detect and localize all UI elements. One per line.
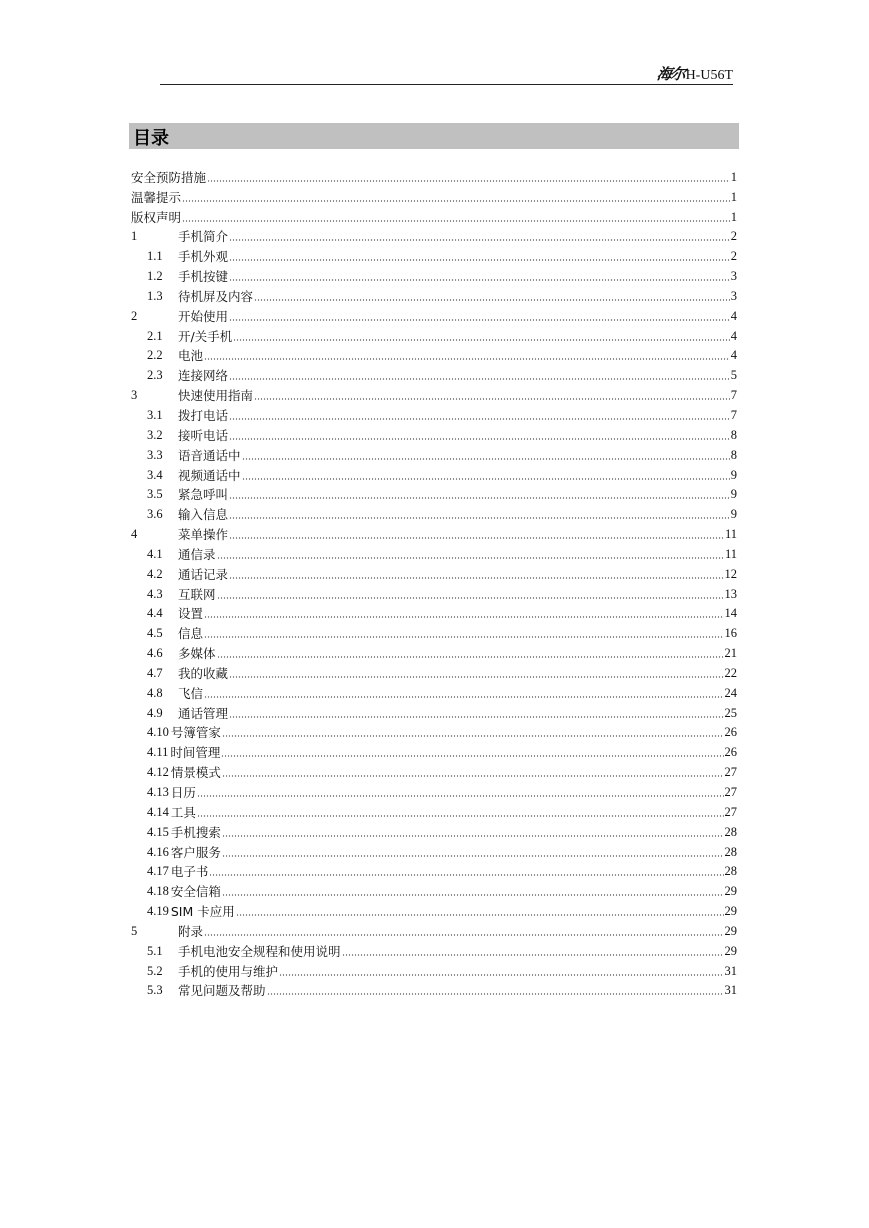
toc-entry[interactable] [131, 860, 737, 880]
toc-entry-number: 4.5 [147, 626, 163, 641]
toc-entry-number: 4.2 [147, 566, 163, 581]
toc-entry[interactable] [131, 641, 737, 661]
toc-dot-leader [229, 418, 730, 420]
toc-entry-number: 4.11 [147, 745, 169, 760]
toc-entry-number: 3.2 [147, 427, 163, 442]
toc-dot-leader [254, 398, 730, 400]
toc-entry-number: 3.5 [147, 487, 163, 502]
toc-entry-number: 2.3 [147, 368, 163, 383]
toc-entry-page: 8 [730, 447, 737, 462]
toc-dot-leader [254, 299, 730, 301]
toc-entry-title: 时间管理 [170, 745, 221, 761]
toc-dot-leader [204, 696, 723, 698]
toc-entry-page: 12 [724, 566, 737, 581]
toc-entry[interactable] [131, 919, 737, 939]
toc-entry[interactable] [131, 502, 737, 522]
toc-dot-leader [182, 200, 730, 202]
toc-entry-title: 接听电话 [178, 427, 229, 443]
toc-entry-page: 3 [730, 288, 737, 303]
toc-entry-number: 2.1 [147, 328, 163, 343]
toc-entry[interactable] [131, 760, 737, 780]
toc-entry-number: 4.15 [147, 824, 169, 839]
toc-entry-number: 3.3 [147, 447, 163, 462]
toc-entry[interactable] [131, 840, 737, 860]
toc-entry-number: 3 [131, 388, 138, 403]
toc-dot-leader [209, 874, 723, 876]
toc-entry[interactable] [131, 185, 737, 205]
toc-entry-page: 29 [724, 943, 737, 958]
toc-dot-leader [229, 279, 730, 281]
header-brand-block [657, 63, 733, 84]
toc-entry-page: 31 [724, 983, 737, 998]
toc-entry-number: 4.8 [147, 685, 163, 700]
toc-entry-number: 4.17 [147, 864, 169, 879]
toc-entry-title: 工具 [170, 804, 196, 820]
toc-entry-number: 3.4 [147, 467, 163, 482]
toc-entry-page: 27 [724, 785, 737, 799]
toc-entry-title: 温馨提示 [131, 189, 182, 205]
toc-entry-number: 4.10 [147, 725, 169, 740]
toc-entry-number: 4.12 [147, 765, 169, 780]
toc-entry-number: 1.3 [147, 288, 163, 303]
toc-dot-leader [204, 636, 723, 638]
toc-entry-title: 手机简介 [178, 229, 229, 245]
toc-dot-leader [222, 835, 724, 837]
toc-entry-title: 通话管理 [178, 705, 229, 721]
toc-entry-page: 11 [724, 527, 737, 542]
toc-dot-leader [229, 438, 730, 440]
toc-entry-title: 客户服务 [170, 844, 221, 860]
toc-entry-title: 开/关手机 [178, 328, 233, 344]
toc-entry[interactable] [131, 879, 737, 899]
toc-dot-leader [229, 259, 730, 261]
toc-dot-leader [229, 537, 724, 539]
toc-dot-leader [222, 855, 724, 857]
toc-entry[interactable] [131, 820, 737, 840]
toc-entry-title: 手机搜索 [170, 824, 221, 840]
toc-title-bar [129, 123, 739, 149]
toc-entry-page: 28 [724, 844, 737, 859]
toc-entry-page: 1 [730, 209, 737, 224]
toc-dot-leader [229, 497, 730, 499]
toc-title: 目录 [133, 128, 169, 149]
toc-entry-title: 语音通话中 [178, 447, 241, 463]
toc-dot-leader [222, 894, 724, 896]
toc-entry-title: 互联网 [178, 586, 216, 602]
toc-dot-leader [221, 755, 723, 757]
toc-dot-leader [197, 795, 724, 797]
toc-entry-number: 4 [131, 527, 138, 542]
toc-entry-page: 28 [724, 824, 737, 839]
toc-entry-number: 4.18 [147, 884, 169, 899]
toc-entry-page: 26 [724, 745, 737, 760]
toc-entry[interactable] [131, 244, 737, 264]
toc-entry-title: 版权声明 [131, 209, 182, 225]
toc-entry-title: 通话记录 [178, 566, 229, 582]
toc-entry-page: 5 [730, 368, 737, 383]
toc-entry[interactable] [131, 701, 737, 721]
toc-entry[interactable] [131, 621, 737, 641]
toc-entry-number: 4.3 [147, 586, 163, 601]
toc-entry[interactable] [131, 463, 737, 483]
toc-entry-page: 27 [724, 804, 737, 819]
toc-entry-number: 5 [131, 923, 138, 938]
toc-entry[interactable] [131, 721, 737, 741]
toc-entry-title: 紧急呼叫 [178, 487, 229, 503]
toc-entry-title: 号簿管家 [170, 725, 221, 741]
toc-entry-page: 7 [730, 388, 737, 403]
toc-entry-title: 手机外观 [178, 249, 229, 265]
toc-entry[interactable] [131, 681, 737, 701]
toc-dot-leader [229, 716, 723, 718]
toc-entry-page: 25 [724, 705, 737, 720]
toc-entry-page: 21 [724, 646, 737, 661]
toc-dot-leader [242, 478, 730, 480]
toc-entry-page: 27 [724, 765, 737, 780]
toc-entry-title: 开始使用 [178, 308, 229, 324]
toc-dot-leader [229, 378, 730, 380]
toc-entry[interactable] [131, 602, 737, 622]
toc-entry-page: 29 [724, 923, 737, 938]
toc-entry-page: 3 [730, 269, 737, 284]
toc-entry[interactable] [131, 363, 737, 383]
toc-entry-page: 4 [730, 328, 737, 343]
toc-entry-number: 4.19 [147, 904, 169, 919]
toc-entry-title: 情景模式 [170, 765, 221, 781]
toc-entry-page: 26 [724, 725, 737, 740]
toc-entry-title: 待机屏及内容 [178, 288, 254, 304]
toc-entry-title: 通信录 [178, 546, 216, 562]
toc-entry-title: 信息 [178, 626, 204, 642]
toc-dot-leader [236, 914, 724, 916]
toc-dot-leader [204, 934, 723, 936]
toc-list [131, 165, 737, 998]
toc-entry[interactable] [131, 264, 737, 284]
toc-entry[interactable] [131, 582, 737, 602]
toc-dot-leader [204, 616, 723, 618]
toc-entry-number: 3.6 [147, 507, 163, 522]
toc-entry[interactable] [131, 165, 737, 185]
toc-entry-number: 2 [131, 308, 138, 323]
toc-entry-number: 5.3 [147, 983, 163, 998]
toc-dot-leader [197, 815, 724, 817]
toc-entry-number: 4.1 [147, 546, 163, 561]
toc-entry-page: 22 [724, 665, 737, 680]
toc-entry[interactable] [131, 483, 737, 503]
toc-entry-page: 14 [724, 606, 737, 621]
toc-dot-leader [229, 577, 723, 579]
toc-entry[interactable] [131, 443, 737, 463]
toc-entry-number: 4.7 [147, 665, 163, 680]
toc-dot-leader [207, 180, 730, 182]
toc-dot-leader [204, 358, 730, 360]
toc-entry-page: 4 [730, 308, 737, 323]
page-header [160, 58, 733, 85]
toc-entry[interactable] [131, 959, 737, 979]
toc-entry-number: 1 [131, 229, 138, 244]
toc-entry[interactable] [131, 899, 737, 919]
toc-entry-page: 2 [730, 229, 737, 244]
toc-entry-title: 附录 [178, 923, 204, 939]
toc-entry-title: 电子书 [170, 864, 209, 880]
toc-entry-number: 3.1 [147, 407, 163, 422]
toc-entry-page: 9 [730, 487, 737, 502]
model-number: H-U56T [685, 68, 733, 83]
toc-entry-title: 常见问题及帮助 [178, 983, 266, 999]
toc-dot-leader [222, 735, 724, 737]
toc-entry-title: 多媒体 [178, 646, 216, 662]
toc-entry[interactable] [131, 661, 737, 681]
toc-entry-number: 5.1 [147, 943, 163, 958]
toc-dot-leader [242, 458, 730, 460]
toc-dot-leader [279, 974, 723, 976]
toc-dot-leader [222, 775, 724, 777]
brand-logo: 海尔 [655, 65, 686, 83]
toc-entry-page: 11 [724, 546, 737, 561]
toc-dot-leader [229, 319, 730, 321]
toc-entry-page: 9 [730, 507, 737, 522]
toc-entry-page: 31 [724, 963, 737, 978]
toc-entry-title: 安全信箱 [170, 884, 221, 900]
toc-entry-page: 9 [730, 467, 737, 482]
toc-entry-number: 4.16 [147, 844, 169, 859]
toc-entry-title: SIM 卡应用 [170, 904, 235, 920]
toc-entry-page: 7 [730, 407, 737, 422]
toc-entry-page: 1 [730, 169, 737, 184]
toc-dot-leader [217, 597, 724, 599]
toc-entry-page: 24 [724, 685, 737, 700]
toc-entry-title: 拨打电话 [178, 407, 229, 423]
toc-entry-title: 飞信 [178, 685, 204, 701]
toc-entry-title: 输入信息 [178, 507, 229, 523]
toc-entry[interactable] [131, 562, 737, 582]
toc-entry-number: 1.2 [147, 269, 163, 284]
toc-entry-title: 视频通话中 [178, 467, 241, 483]
toc-dot-leader [342, 954, 724, 956]
toc-entry-title: 我的收藏 [178, 665, 229, 681]
toc-entry-page: 4 [730, 348, 737, 363]
toc-dot-leader [233, 339, 730, 341]
toc-entry-page: 28 [724, 864, 737, 879]
toc-entry-number: 4.6 [147, 646, 163, 661]
toc-entry[interactable] [131, 284, 737, 304]
toc-entry[interactable] [131, 800, 737, 820]
toc-entry[interactable] [131, 344, 737, 364]
toc-entry-number: 4.14 [147, 804, 169, 819]
toc-entry-number: 4.4 [147, 606, 163, 621]
toc-entry[interactable] [131, 740, 737, 760]
toc-entry[interactable] [131, 780, 737, 800]
toc-entry-title: 快速使用指南 [178, 388, 254, 404]
toc-entry-number: 2.2 [147, 348, 163, 363]
toc-entry[interactable] [131, 304, 737, 324]
toc-entry-title: 电池 [178, 348, 204, 364]
toc-dot-leader [217, 557, 724, 559]
toc-entry-title: 连接网络 [178, 368, 229, 384]
toc-entry-page: 29 [724, 884, 737, 899]
toc-entry-title: 手机按键 [178, 269, 229, 285]
toc-entry-title: 日历 [170, 785, 196, 800]
toc-entry[interactable] [131, 383, 737, 403]
toc-entry-title: 手机电池安全规程和使用说明 [178, 943, 341, 959]
toc-entry[interactable] [131, 205, 737, 225]
toc-entry-number: 5.2 [147, 963, 163, 978]
toc-entry-number: 4.9 [147, 705, 163, 720]
toc-entry-number: 1.1 [147, 249, 163, 264]
toc-dot-leader [217, 656, 724, 658]
toc-entry-page: 29 [724, 904, 737, 919]
toc-entry-page: 8 [730, 427, 737, 442]
toc-entry-title: 手机的使用与维护 [178, 963, 279, 979]
toc-entry-page: 13 [724, 586, 737, 601]
toc-entry-title: 安全预防措施 [131, 169, 207, 185]
toc-dot-leader [267, 993, 724, 995]
toc-dot-leader [229, 676, 723, 678]
toc-dot-leader [229, 239, 730, 241]
toc-entry-number: 4.13 [147, 785, 169, 799]
toc-dot-leader [182, 220, 730, 222]
toc-entry[interactable] [131, 939, 737, 959]
toc-entry[interactable] [131, 403, 737, 423]
toc-entry[interactable] [131, 522, 737, 542]
toc-dot-leader [229, 517, 730, 519]
toc-entry[interactable] [131, 324, 737, 344]
toc-entry-page: 2 [730, 249, 737, 264]
toc-entry-page: 1 [730, 189, 737, 204]
toc-entry[interactable] [131, 979, 737, 999]
toc-entry-page: 16 [724, 626, 737, 641]
toc-entry-title: 菜单操作 [178, 527, 229, 543]
toc-entry-title: 设置 [178, 606, 204, 622]
toc-entry[interactable] [131, 423, 737, 443]
toc-entry[interactable] [131, 225, 737, 245]
toc-entry[interactable] [131, 542, 737, 562]
